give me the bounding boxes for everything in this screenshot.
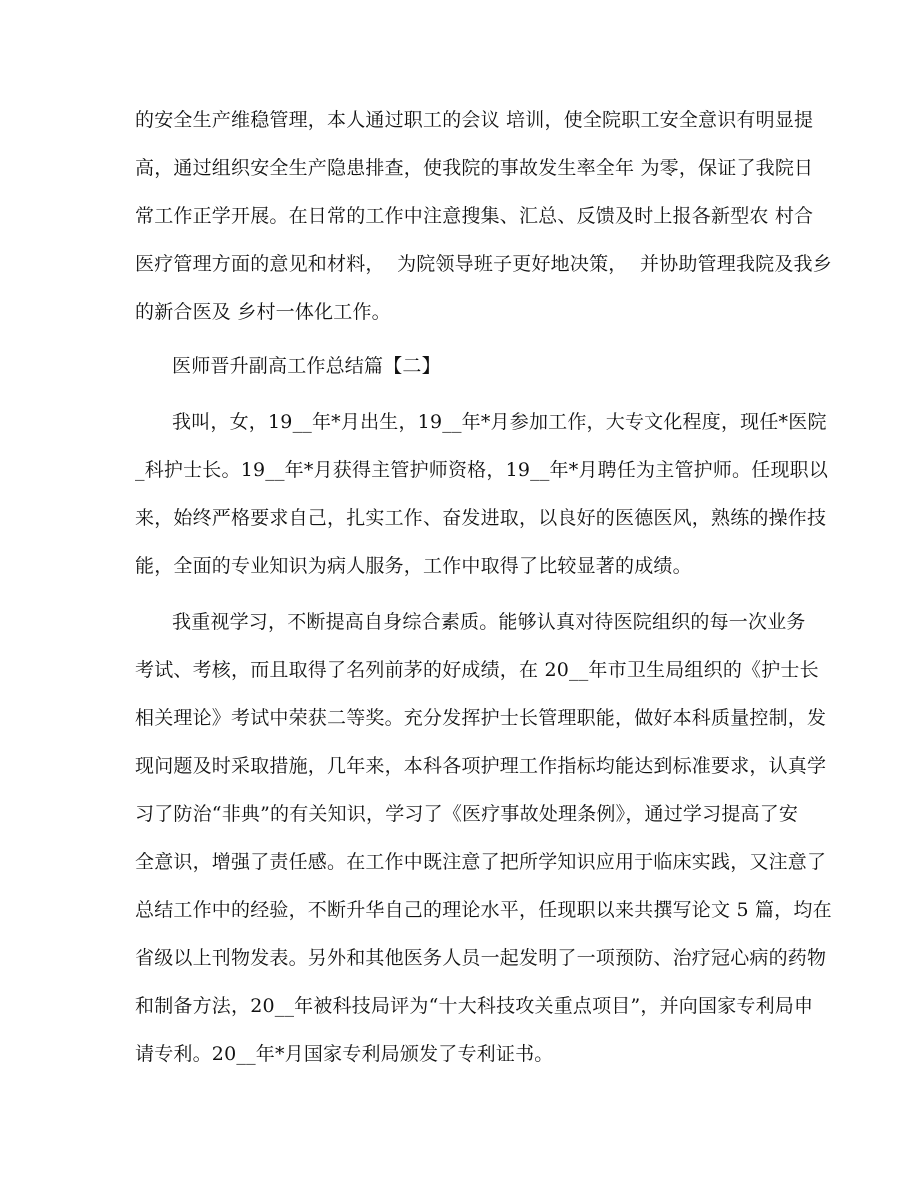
paragraph-1-line: 高，通过组织安全生产隐患排查，使我院的事故发生率全年 为零，保证了我院日 <box>135 157 814 179</box>
paragraph-3-line: 我重视学习，不断提高自身综合素质。能够认真对待医院组织的每一次业务 <box>172 611 806 633</box>
paragraph-3-line: 请专利。20__年*月国家专利局颁发了专利证书。 <box>135 1043 554 1065</box>
paragraph-3-line: 总结工作中的经验，不断升华自己的理论水平，任现职以来共撰写论文 5 篇，均在 <box>135 899 832 921</box>
paragraph-1-line: 医疗管理方面的意见和材料， 为院领导班子更好地决策， 并协助管理我院及我乡 <box>135 253 832 275</box>
paragraph-2-line: 能，全面的专业知识为病人服务，工作中取得了比较显著的成绩。 <box>135 555 692 577</box>
paragraph-1-line: 的新合医及 乡村一体化工作。 <box>135 301 391 323</box>
paragraph-3-line: 考试、考核，而且取得了名列前茅的好成绩，在 20__年市卫生局组织的《护士长 <box>135 659 819 681</box>
paragraph-3-line: 习了防治“非典”的有关知识，学习了《医疗事故处理条例》，通过学习提高了安 <box>135 803 799 825</box>
paragraph-1-line: 的安全生产维稳管理，本人通过职工的会议 培训，使全院职工安全意识有明显提 <box>135 109 814 131</box>
section-heading: 医师晋升副高工作总结篇【二】 <box>172 355 441 377</box>
paragraph-2-line: _科护士长。19__年*月获得主管护师资格，19__年*月聘任为主管护师。任现职以 <box>135 459 829 481</box>
paragraph-2-line: 来，始终严格要求自己，扎实工作、奋发进取，以良好的医德医风，熟练的操作技 <box>135 507 827 529</box>
paragraph-1-line: 常工作正学开展。在日常的工作中注意搜集、汇总、反馈及时上报各新型农 村合 <box>135 205 814 227</box>
paragraph-3-line: 全意识，增强了责任感。在工作中既注意了把所学知识应用于临床实践，又注意了 <box>135 851 827 873</box>
paragraph-2-line: 我叫，女，19__年*月出生，19__年*月参加工作，大专文化程度，现任*医院 <box>172 411 827 433</box>
paragraph-3-line: 省级以上刊物发表。另外和其他医务人员一起发明了一项预防、治疗冠心病的药物 <box>135 947 827 969</box>
paragraph-3-line: 相关理论》考试中荣获二等奖。充分发挥护士长管理职能，做好本科质量控制，发 <box>135 707 827 729</box>
paragraph-3-line: 和制备方法，20__年被科技局评为“十大科技攻关重点项目”，并向国家专利局申 <box>135 995 814 1017</box>
paragraph-3-line: 现问题及时采取措施，几年来，本科各项护理工作指标均能达到标准要求，认真学 <box>135 755 827 777</box>
